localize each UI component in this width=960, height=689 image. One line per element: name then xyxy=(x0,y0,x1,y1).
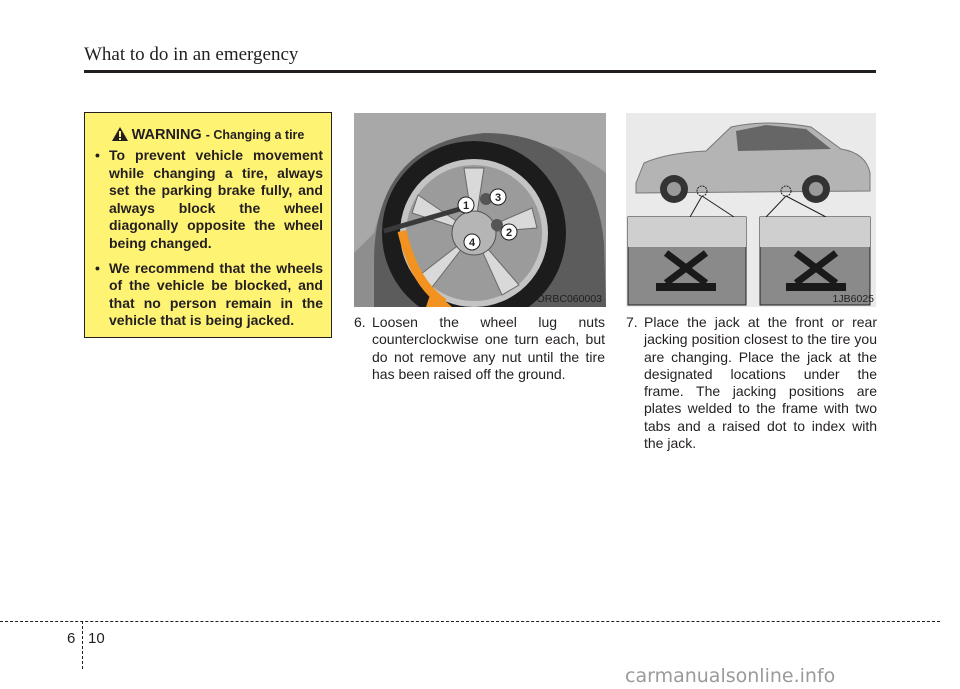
step-number: 6. xyxy=(354,314,366,330)
jacking-position-figure xyxy=(626,113,876,307)
figure-code: 1JB6025 xyxy=(832,293,874,305)
step-number: 7. xyxy=(626,314,638,330)
warning-subtitle: - Changing a tire xyxy=(205,128,305,142)
footer-divider xyxy=(82,621,83,669)
nut-label: 3 xyxy=(494,192,502,204)
warning-item: • We recommend that the wheels of the vehicle be blocked, and that no person remain in the vehicle that is being jacked. xyxy=(95,259,323,329)
wheel-lug-nut-figure xyxy=(354,113,606,307)
warning-triangle-icon xyxy=(112,127,128,141)
step-text: Loosen the wheel lug nuts counterclockwise one turn each, but do not remove any nut until the tire has been raised off the ground. xyxy=(372,314,605,382)
warning-item: • To prevent vehicle movement while changing a tire, always set the parking brake fully, and always block the wheel diagonally opposite the wheel being changed. xyxy=(95,147,323,251)
figure-code: ORBC060003 xyxy=(536,293,602,305)
car-jack-illustration xyxy=(626,113,876,307)
page-number: 10 xyxy=(88,630,105,647)
nut-label: 2 xyxy=(505,227,513,239)
wheel-illustration xyxy=(354,113,606,307)
header-rule xyxy=(84,70,876,73)
footer-rule xyxy=(0,621,940,622)
step-6 xyxy=(354,314,605,383)
nut-label: 4 xyxy=(468,237,476,249)
watermark: carmanualsonline.info xyxy=(625,665,836,687)
warning-title xyxy=(85,127,331,143)
warning-list xyxy=(93,147,323,337)
warning-label: WARNING xyxy=(131,127,202,143)
warning-box xyxy=(84,112,332,338)
step-text: Place the jack at the front or rear jacking position closest to the tire you are changing. Place the jack at the designated locations under the frame. The jacking positions are plates welded to the frame with two tabs and a raised dot to index with the jack. xyxy=(644,314,877,452)
nut-label: 1 xyxy=(462,200,470,212)
section-number: 6 xyxy=(67,630,76,647)
page-header-title: What to do in an emergency xyxy=(84,44,299,65)
step-7 xyxy=(626,314,877,452)
